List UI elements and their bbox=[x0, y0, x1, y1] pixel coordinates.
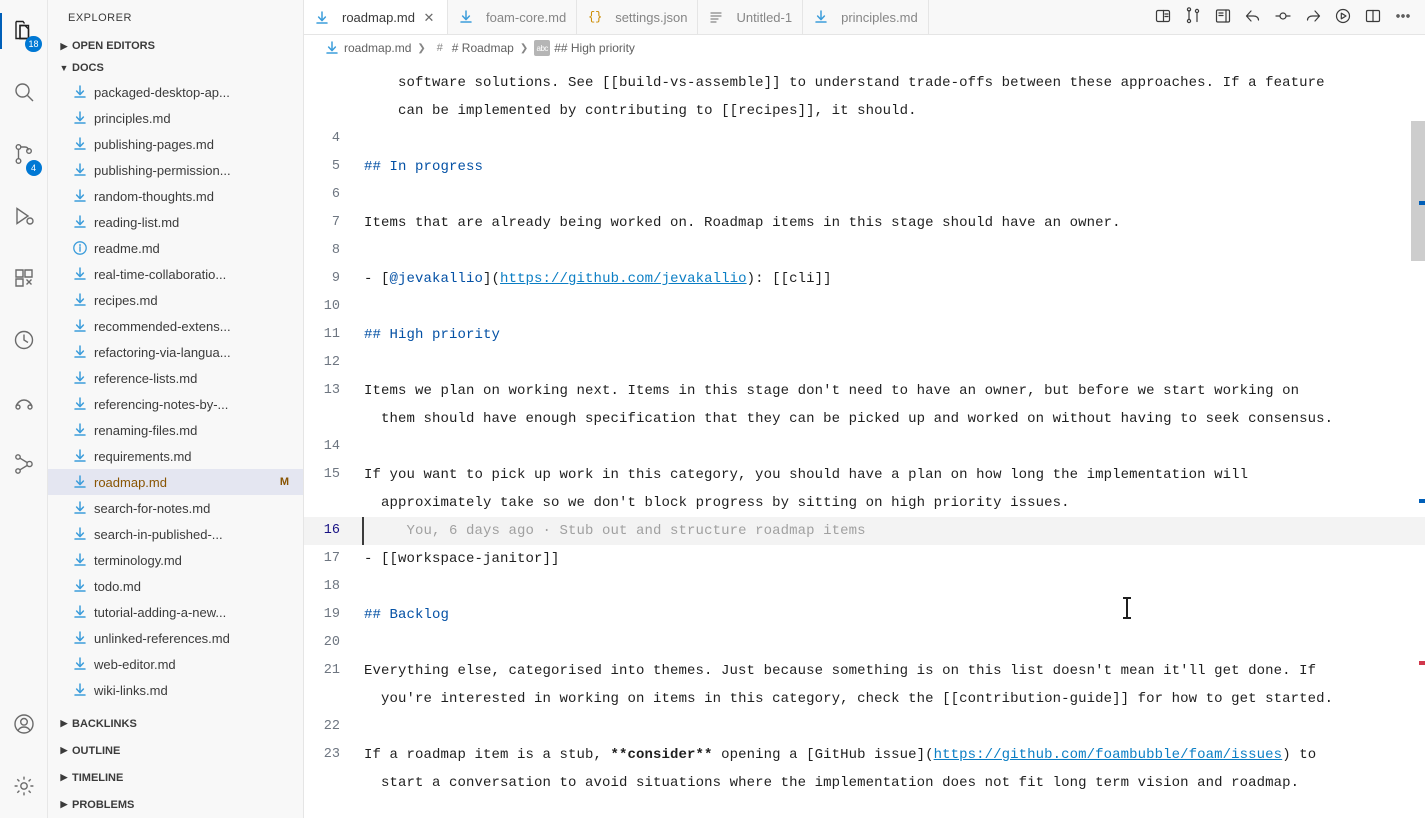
section-problems-label: PROBLEMS bbox=[72, 798, 135, 811]
markdown-icon bbox=[72, 500, 88, 516]
line-number: 20 bbox=[323, 635, 340, 650]
foam-graph-toggle[interactable] bbox=[1269, 3, 1297, 31]
code-line-text bbox=[362, 209, 1425, 237]
preview-side-icon bbox=[1154, 7, 1172, 28]
line-number: 14 bbox=[323, 439, 340, 454]
forward-arrow-icon bbox=[1304, 7, 1322, 28]
line-number: 17 bbox=[323, 551, 340, 566]
file-tree-item[interactable] bbox=[48, 79, 303, 105]
line-number bbox=[304, 769, 362, 797]
code-token[interactable]: https://github.com/jevakallio bbox=[500, 271, 747, 287]
activity-item-manage[interactable] bbox=[0, 756, 48, 818]
code-token: ): [[cli]] bbox=[746, 271, 832, 287]
activity-bar bbox=[0, 0, 48, 818]
more-actions[interactable] bbox=[1389, 3, 1417, 31]
line-number: 11 bbox=[323, 327, 340, 342]
line-number: 7 bbox=[331, 215, 340, 230]
code-token: Everything else, categorised into themes. Just because something is on this list doesn't mean it'll get done. If bbox=[364, 663, 1317, 679]
code-line-text bbox=[362, 713, 1425, 741]
line-number: 21 bbox=[323, 663, 340, 678]
markdown-icon bbox=[458, 9, 474, 25]
markdown-icon bbox=[72, 162, 88, 178]
code-token: ## Backlog bbox=[364, 607, 450, 623]
code-token: Items that are already being worked on. Roadmap items in this stage should have an owner. bbox=[364, 215, 1121, 231]
code-line-text bbox=[362, 377, 1425, 405]
file-tree-item[interactable] bbox=[48, 235, 303, 261]
code-line-text bbox=[362, 321, 1425, 349]
code-line[interactable] bbox=[304, 265, 1425, 293]
code-line[interactable] bbox=[304, 657, 1425, 685]
code-line-text bbox=[362, 769, 1425, 797]
markdown-icon bbox=[314, 10, 330, 26]
file-tree-item[interactable] bbox=[48, 625, 303, 651]
go-back[interactable] bbox=[1239, 3, 1267, 31]
remote-icon bbox=[12, 390, 36, 417]
line-number: 15 bbox=[323, 467, 340, 482]
activity-item-foam-graph[interactable] bbox=[0, 434, 48, 496]
file-tree-item-label: random-thoughts.md bbox=[94, 188, 214, 204]
file-tree-item-label: readme.md bbox=[94, 240, 160, 256]
section-docs[interactable] bbox=[48, 57, 303, 79]
code-line-text bbox=[362, 657, 1425, 685]
markdown-icon bbox=[72, 578, 88, 594]
line-number bbox=[304, 489, 362, 517]
source-control-badge: 4 bbox=[26, 160, 42, 176]
book-icon bbox=[1214, 7, 1232, 28]
code-token: you're interested in working on items in this category, check the [[contribution-guide]] for how to get started. bbox=[364, 691, 1334, 707]
code-line[interactable] bbox=[304, 713, 1425, 741]
open-markdown-preview[interactable] bbox=[1209, 3, 1237, 31]
file-tree-item[interactable] bbox=[48, 287, 303, 313]
code-line[interactable] bbox=[304, 685, 1425, 713]
json-icon: {} bbox=[587, 10, 603, 24]
line-number: 12 bbox=[323, 355, 340, 370]
file-tree-item[interactable] bbox=[48, 261, 303, 287]
line-number: 13 bbox=[323, 383, 340, 398]
back-arrow-icon bbox=[1244, 7, 1262, 28]
line-number: 18 bbox=[323, 579, 340, 594]
file-tree-item-label: search-for-notes.md bbox=[94, 500, 211, 516]
breadcrumb-separator-icon: ❯ bbox=[417, 42, 426, 54]
code-token: You, 6 days ago · Stub out and structure roadmap items bbox=[364, 523, 866, 539]
file-tree-item[interactable] bbox=[48, 183, 303, 209]
code-line-text bbox=[362, 349, 1425, 377]
file-tree-item-label: principles.md bbox=[94, 110, 171, 126]
file-tree-item[interactable] bbox=[48, 495, 303, 521]
file-tree-item[interactable] bbox=[48, 573, 303, 599]
activity-item-remote-explorer[interactable] bbox=[0, 372, 48, 434]
line-number: 22 bbox=[323, 719, 340, 734]
sidebar-bottom-sections bbox=[48, 710, 303, 818]
code-line[interactable] bbox=[304, 349, 1425, 377]
activity-item-run-and-debug[interactable] bbox=[0, 186, 48, 248]
markdown-icon bbox=[72, 214, 88, 230]
chevron-right-icon: ▶ bbox=[60, 718, 68, 728]
code-token: can be implemented by contributing to [[recipes]], it should. bbox=[364, 103, 917, 119]
editor-tab-label: principles.md bbox=[841, 9, 918, 25]
code-editor[interactable] bbox=[304, 61, 1425, 818]
code-line-text bbox=[362, 433, 1425, 461]
breadcrumb-item[interactable] bbox=[324, 40, 411, 56]
tab-list bbox=[304, 0, 1141, 34]
breadcrumb-item-label: # Roadmap bbox=[451, 41, 514, 55]
section-backlinks[interactable] bbox=[48, 710, 303, 737]
line-number bbox=[304, 685, 362, 713]
code-line[interactable] bbox=[304, 769, 1425, 797]
line-number: 6 bbox=[331, 187, 340, 202]
compare-icon bbox=[1184, 7, 1202, 28]
chevron-right-icon: ▶ bbox=[60, 799, 68, 809]
file-tree-item[interactable] bbox=[48, 209, 303, 235]
markdown-icon bbox=[72, 448, 88, 464]
code-line-text bbox=[362, 545, 1425, 573]
breadcrumb-item[interactable] bbox=[534, 40, 635, 56]
node-icon bbox=[1274, 7, 1292, 28]
code-line[interactable] bbox=[304, 741, 1425, 769]
gear-icon bbox=[12, 774, 36, 801]
code-line-text bbox=[362, 741, 1425, 769]
file-tree-item-label: terminology.md bbox=[94, 552, 182, 568]
editor-tab[interactable] bbox=[698, 0, 803, 34]
file-tree-item-label: refactoring-via-langua... bbox=[94, 344, 231, 360]
code-token: **consider** bbox=[610, 747, 713, 763]
chevron-right-icon: ▶ bbox=[60, 40, 68, 51]
activity-item-testing[interactable] bbox=[0, 310, 48, 372]
editor-tab-label: roadmap.md bbox=[342, 10, 415, 25]
code-token: them should have enough specification that they can be picked up and worked on without having to seek consensus. bbox=[364, 411, 1334, 427]
search-icon bbox=[12, 80, 36, 107]
section-docs-label: DOCS bbox=[72, 62, 104, 74]
file-tree-item[interactable] bbox=[48, 391, 303, 417]
markdown-icon bbox=[72, 552, 88, 568]
open-preview-to-the-side[interactable] bbox=[1149, 3, 1177, 31]
code-line[interactable] bbox=[304, 545, 1425, 573]
file-tree-item-label: todo.md bbox=[94, 578, 141, 594]
code-line[interactable] bbox=[304, 153, 1425, 181]
file-tree-item[interactable] bbox=[48, 417, 303, 443]
file-tree-item[interactable] bbox=[48, 105, 303, 131]
ellipsis-icon bbox=[1394, 7, 1412, 28]
breadcrumb bbox=[304, 35, 1425, 61]
code-line-text bbox=[362, 293, 1425, 321]
file-tree-item-label: reading-list.md bbox=[94, 214, 180, 230]
file-tree-item-label: packaged-desktop-ap... bbox=[94, 84, 230, 100]
chevron-down-icon: ▼ bbox=[59, 63, 69, 73]
code-line-text bbox=[362, 97, 1425, 125]
editor-tab-label: Untitled-1 bbox=[736, 9, 793, 25]
overview-ruler-mark bbox=[1419, 201, 1425, 205]
line-number: 16 bbox=[323, 523, 340, 538]
scrollbar-thumb[interactable] bbox=[1411, 121, 1425, 261]
chevron-right-icon: ▶ bbox=[60, 745, 68, 755]
file-tree-item-label: publishing-permission... bbox=[94, 162, 231, 178]
code-token: Items we plan on working next. Items in this stage don't need to have an owner, but before we start working on bbox=[364, 383, 1300, 399]
file-tree-item-label: requirements.md bbox=[94, 448, 192, 464]
code-token: @jevakallio bbox=[389, 271, 484, 287]
markdown-icon bbox=[72, 188, 88, 204]
graph-icon bbox=[12, 452, 36, 479]
section-timeline-label: TIMELINE bbox=[72, 771, 124, 784]
hash-icon: # bbox=[436, 42, 443, 54]
editor-tab[interactable] bbox=[304, 0, 448, 34]
editor-tab-label: settings.json bbox=[615, 9, 688, 25]
activity-item-search[interactable] bbox=[0, 62, 48, 124]
code-token: If a roadmap item is a stub, bbox=[364, 747, 611, 763]
section-backlinks-label: BACKLINKS bbox=[72, 717, 137, 730]
code-line[interactable] bbox=[304, 405, 1425, 433]
overview-ruler-mark bbox=[1419, 661, 1425, 665]
section-open-editors-label: OPEN EDITORS bbox=[72, 40, 155, 52]
line-number bbox=[304, 69, 362, 97]
section-outline-label: OUTLINE bbox=[72, 744, 121, 757]
markdown-icon bbox=[72, 682, 88, 698]
code-line[interactable] bbox=[304, 97, 1425, 125]
file-tree-item[interactable] bbox=[48, 443, 303, 469]
file-tree-item[interactable] bbox=[48, 157, 303, 183]
section-timeline[interactable] bbox=[48, 764, 303, 791]
file-tree-item-label: renaming-files.md bbox=[94, 422, 198, 438]
compare-changes[interactable] bbox=[1179, 3, 1207, 31]
code-line[interactable] bbox=[304, 209, 1425, 237]
code-line[interactable] bbox=[304, 125, 1425, 153]
file-tree-item[interactable] bbox=[48, 521, 303, 547]
file-tree-item[interactable] bbox=[48, 365, 303, 391]
markdown-icon bbox=[72, 474, 88, 490]
code-line-text bbox=[362, 461, 1425, 489]
code-line[interactable] bbox=[304, 293, 1425, 321]
code-line[interactable] bbox=[304, 461, 1425, 489]
file-tree-item-label: recipes.md bbox=[94, 292, 158, 308]
beaker-icon bbox=[12, 328, 36, 355]
overview-ruler-mark bbox=[1419, 499, 1425, 503]
file-tree-item[interactable] bbox=[48, 469, 303, 495]
editor-actions bbox=[1141, 0, 1425, 34]
line-number: 19 bbox=[323, 607, 340, 622]
markdown-icon bbox=[324, 40, 340, 56]
file-tree-item-label: reference-lists.md bbox=[94, 370, 198, 386]
code-line-text bbox=[362, 573, 1425, 601]
code-lines bbox=[304, 61, 1425, 818]
editor-area bbox=[304, 0, 1425, 818]
code-token: ]( bbox=[483, 271, 501, 287]
line-number: 5 bbox=[331, 159, 340, 174]
split-editor-icon bbox=[1364, 7, 1382, 28]
editor-tab[interactable] bbox=[803, 0, 929, 34]
markdown-icon bbox=[813, 9, 829, 25]
code-token: approximately take so we don't block progress by sitting on high priority issues. bbox=[364, 495, 1070, 511]
markdown-icon bbox=[72, 136, 88, 152]
code-line[interactable] bbox=[304, 601, 1425, 629]
markdown-icon bbox=[72, 292, 88, 308]
file-tree-item[interactable] bbox=[48, 313, 303, 339]
markdown-icon bbox=[72, 370, 88, 386]
forward-link[interactable] bbox=[1299, 3, 1327, 31]
code-line[interactable] bbox=[304, 573, 1425, 601]
file-tree-item-label: publishing-pages.md bbox=[94, 136, 214, 152]
code-line[interactable] bbox=[304, 237, 1425, 265]
markdown-icon bbox=[72, 396, 88, 412]
file-tree-item-label: recommended-extens... bbox=[94, 318, 231, 334]
code-token: opening a [GitHub issue]( bbox=[712, 747, 934, 763]
code-token: software solutions. See [[build-vs-assemble]] to understand trade-offs between these approaches. If a feature bbox=[364, 75, 1325, 91]
abc-icon: abc bbox=[534, 40, 550, 56]
code-line-text bbox=[362, 405, 1425, 433]
code-token: If you want to pick up work in this category, you should have a plan on how long the implementation will bbox=[364, 467, 1249, 483]
code-token: - [ bbox=[364, 271, 390, 287]
code-token: start a conversation to avoid situations where the implementation does not fit long term vision and roadmap. bbox=[364, 775, 1300, 791]
breadcrumb-separator-icon: ❯ bbox=[519, 42, 529, 54]
play-circle-icon bbox=[1334, 7, 1352, 28]
run-and-debug[interactable] bbox=[1329, 3, 1357, 31]
section-open-editors[interactable] bbox=[48, 35, 303, 57]
code-line-text bbox=[362, 181, 1425, 209]
editor-tab[interactable] bbox=[577, 0, 698, 34]
code-line-text bbox=[362, 629, 1425, 657]
code-line-text bbox=[362, 685, 1425, 713]
markdown-icon bbox=[72, 604, 88, 620]
code-line[interactable] bbox=[304, 321, 1425, 349]
file-status-badge: M bbox=[279, 476, 289, 488]
code-line-text bbox=[362, 265, 1425, 293]
file-tree-item-label: search-in-published-... bbox=[94, 526, 223, 542]
file-tree-item-label: tutorial-adding-a-new... bbox=[94, 604, 227, 620]
file-tree-item-label: roadmap.md bbox=[94, 474, 167, 490]
sidebar-title: EXPLORER bbox=[68, 11, 132, 24]
run-debug-icon bbox=[12, 204, 36, 231]
editor-tab-label: foam-core.md bbox=[485, 9, 567, 25]
code-token: - [[workspace-janitor]] bbox=[364, 551, 560, 567]
breadcrumb-item[interactable] bbox=[432, 40, 514, 56]
file-tree-item[interactable] bbox=[48, 339, 303, 365]
code-token: ## High priority bbox=[364, 327, 501, 343]
code-line-text bbox=[362, 153, 1425, 181]
file-tree-item[interactable] bbox=[48, 547, 303, 573]
code-line[interactable] bbox=[304, 629, 1425, 657]
code-token: ## bbox=[364, 159, 390, 175]
line-number: 4 bbox=[331, 131, 340, 146]
code-line-text bbox=[362, 237, 1425, 265]
code-token: In progress bbox=[389, 159, 484, 175]
file-tree-item[interactable] bbox=[48, 677, 303, 703]
extensions-icon bbox=[12, 266, 36, 293]
info-icon bbox=[72, 240, 88, 256]
tab-bar bbox=[304, 0, 1425, 35]
line-number: 9 bbox=[331, 271, 340, 286]
line-number bbox=[304, 405, 362, 433]
code-line-text bbox=[362, 601, 1425, 629]
file-tree-item[interactable] bbox=[48, 651, 303, 677]
section-outline[interactable] bbox=[48, 737, 303, 764]
activity-item-accounts[interactable] bbox=[0, 694, 48, 756]
code-line-text bbox=[362, 489, 1425, 517]
code-line[interactable] bbox=[304, 489, 1425, 517]
breadcrumb-item-label: ## High priority bbox=[554, 41, 635, 55]
split-editor[interactable] bbox=[1359, 3, 1387, 31]
close-icon[interactable]: ✕ bbox=[423, 9, 435, 25]
code-line[interactable] bbox=[304, 517, 1425, 545]
line-number: 8 bbox=[331, 243, 340, 258]
line-number: 23 bbox=[323, 747, 340, 762]
code-line[interactable] bbox=[304, 433, 1425, 461]
breadcrumb-item-label: roadmap.md bbox=[344, 41, 412, 55]
markdown-icon bbox=[72, 344, 88, 360]
file-tree-item-label: web-editor.md bbox=[94, 656, 176, 672]
explorer-badge: 18 bbox=[25, 36, 41, 52]
activity-item-explorer[interactable] bbox=[0, 0, 48, 62]
code-line[interactable] bbox=[304, 181, 1425, 209]
markdown-icon bbox=[72, 318, 88, 334]
line-number: 10 bbox=[323, 299, 340, 314]
file-tree-item[interactable] bbox=[48, 131, 303, 157]
code-token[interactable]: https://github.com/foambubble/foam/issues bbox=[933, 747, 1283, 763]
markdown-icon bbox=[72, 266, 88, 282]
editor-scrollbar[interactable] bbox=[1411, 61, 1425, 818]
file-tree bbox=[48, 79, 303, 710]
activity-item-source-control[interactable] bbox=[0, 124, 48, 186]
code-line[interactable] bbox=[304, 69, 1425, 97]
plaintext-icon bbox=[708, 9, 724, 25]
markdown-icon bbox=[72, 656, 88, 672]
markdown-icon bbox=[72, 422, 88, 438]
code-line[interactable] bbox=[304, 377, 1425, 405]
explorer-sidebar bbox=[48, 0, 304, 818]
line-number bbox=[304, 97, 362, 125]
code-token: ) to bbox=[1282, 747, 1317, 763]
file-tree-item-label: referencing-notes-by-... bbox=[94, 396, 229, 412]
file-tree-item-label: real-time-collaboratio... bbox=[94, 266, 227, 282]
markdown-icon bbox=[72, 84, 88, 100]
text-cursor-pointer bbox=[1126, 597, 1128, 619]
file-tree-item-label: unlinked-references.md bbox=[94, 630, 230, 646]
file-tree-item[interactable] bbox=[48, 599, 303, 625]
code-line-text bbox=[362, 517, 1425, 545]
activity-item-extensions[interactable] bbox=[0, 248, 48, 310]
file-tree-item-label: wiki-links.md bbox=[94, 682, 168, 698]
markdown-icon bbox=[72, 526, 88, 542]
markdown-icon bbox=[72, 630, 88, 646]
account-icon bbox=[12, 712, 36, 739]
code-line-text bbox=[362, 69, 1425, 97]
editor-tab[interactable] bbox=[448, 0, 577, 34]
chevron-right-icon: ▶ bbox=[60, 772, 68, 782]
markdown-icon bbox=[72, 110, 88, 126]
code-line-text bbox=[362, 125, 1425, 153]
section-problems[interactable] bbox=[48, 791, 303, 818]
